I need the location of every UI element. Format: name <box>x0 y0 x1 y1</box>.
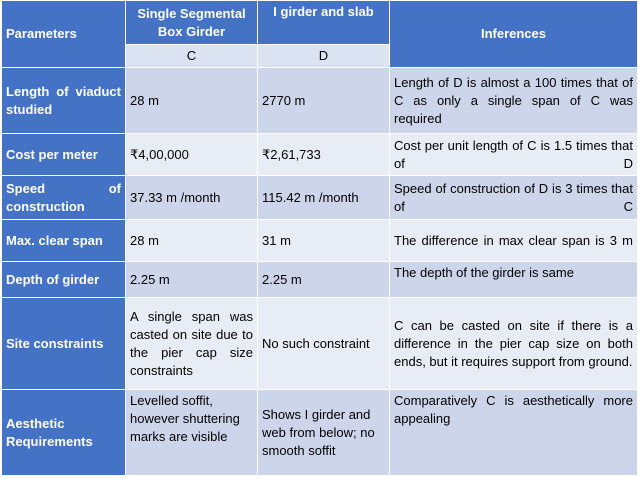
table-row <box>2 390 638 476</box>
row-value-d: ₹2,61,733 <box>258 134 390 176</box>
row-parameter: Length of viaduct studied <box>2 68 126 134</box>
row-inference: The depth of the girder is same <box>390 262 638 298</box>
row-inference: Speed of construction of D is 3 times that of C <box>390 176 638 220</box>
comparison-table <box>1 0 638 476</box>
row-value-c: ₹4,00,000 <box>126 134 258 176</box>
row-value-d: 2.25 m <box>258 262 390 298</box>
row-value-c: 28 m <box>126 220 258 262</box>
row-parameter: Max. clear span <box>2 220 126 262</box>
header-inferences: Inferences <box>390 1 638 68</box>
row-value-d: Shows I girder and web from below; no smooth soffit <box>258 390 390 476</box>
row-value-d: 115.42 m /month <box>258 176 390 220</box>
table-row <box>2 134 638 176</box>
row-value-c: 28 m <box>126 68 258 134</box>
row-value-d: No such constraint <box>258 298 390 390</box>
row-inference: Cost per unit length of C is 1.5 times that of D <box>390 134 638 176</box>
header-i-girder-and-slab: I girder and slab <box>258 1 390 45</box>
row-value-c: 2.25 m <box>126 262 258 298</box>
row-inference: Comparatively C is aesthetically more appealing <box>390 390 638 476</box>
subheader-c: C <box>126 45 258 68</box>
table-row <box>2 262 638 298</box>
subheader-d: D <box>258 45 390 68</box>
row-value-c: A single span was casted on site due to the pier cap size constraints <box>126 298 258 390</box>
row-parameter: Depth of girder <box>2 262 126 298</box>
header-parameters: Parameters <box>2 1 126 68</box>
row-inference: The difference in max clear span is 3 m <box>390 220 638 262</box>
row-value-c: 37.33 m /month <box>126 176 258 220</box>
row-inference: Length of D is almost a 100 times that of C as only a single span of C was required <box>390 68 638 134</box>
row-parameter: Speed of construction <box>2 176 126 220</box>
row-inference: C can be casted on site if there is a difference in the pier cap size on both ends, but it requires support from ground. <box>390 298 638 390</box>
table-row <box>2 68 638 134</box>
header-row <box>2 1 638 45</box>
row-parameter: Cost per meter <box>2 134 126 176</box>
row-value-d: 31 m <box>258 220 390 262</box>
table-row <box>2 220 638 262</box>
row-parameter: Aesthetic Requirements <box>2 390 126 476</box>
row-value-c: Levelled soffit, however shuttering marks are visible <box>126 390 258 476</box>
table-row <box>2 176 638 220</box>
table-row <box>2 298 638 390</box>
row-parameter: Site constraints <box>2 298 126 390</box>
row-value-d: 2770 m <box>258 68 390 134</box>
header-single-segmental-box-girder: Single Segmental Box Girder <box>126 1 258 45</box>
